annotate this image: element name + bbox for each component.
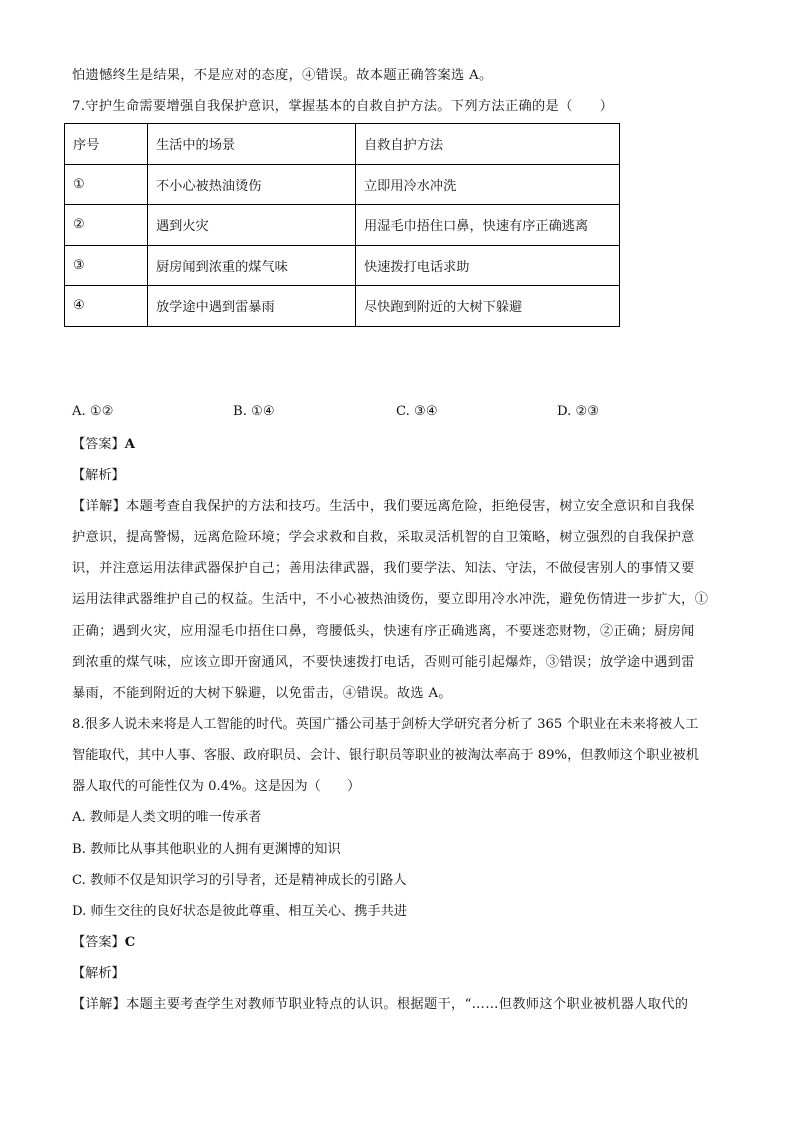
table-cell: 快速拨打电话求助 (356, 245, 620, 286)
table-row (65, 164, 620, 205)
header-cell: 序号 (65, 124, 148, 165)
q7-option-b: B. ①④ (233, 404, 275, 419)
q8-option-c: C. 教师不仅是知识学习的引导者，还是精神成长的引路人 (72, 873, 407, 888)
table-cell: ① (65, 164, 148, 205)
table-cell: 遇到火灾 (148, 205, 356, 246)
table-cell: ③ (65, 245, 148, 286)
answer-label: 【答案】 (72, 437, 125, 452)
q7-detail-line: 护意识，提高警惕，远离危险环境；学会求救和自救，采取灵活机智的自卫策略，树立强烈的自我保护意 (72, 530, 695, 545)
q7-option-c: C. ③④ (396, 404, 438, 419)
q7-analysis-label: 【解析】 (72, 468, 125, 483)
table-cell: ④ (65, 286, 148, 327)
previous-answer-text: 怕遗憾终生是结果，不是应对的态度，④错误。故本题正确答案选 A。 (72, 68, 493, 83)
header-cell: 生活中的场景 (148, 124, 356, 165)
table-header-row (65, 124, 620, 165)
answer-value: A (124, 437, 135, 452)
header-cell: 自救自护方法 (356, 124, 620, 165)
q7-detail-line: 暴雨，不能到附近的大树下躲避，以免雷击，④错误。故选 A。 (72, 686, 452, 701)
q8-option-d: D. 师生交往的良好状态是彼此尊重、相互关心、携手共进 (72, 904, 407, 919)
table-cell: 用湿毛巾捂住口鼻，快速有序正确逃离 (356, 205, 620, 246)
q7-option-d: D. ②③ (557, 404, 600, 419)
table-row (65, 286, 620, 327)
table-cell: 放学途中遇到雷暴雨 (148, 286, 356, 327)
q8-stem-line: 器人取代的可能性仅为 0.4%。这是因为（ ） (72, 779, 361, 794)
table-cell: ② (65, 205, 148, 246)
q7-option-a: A. ①② (72, 404, 114, 419)
table-row (65, 245, 620, 286)
answer-value: C (124, 935, 136, 950)
q7-detail-line: 识，并注意运用法律武器保护自己；善用法律武器，我们要学法、知法、守法，不做侵害别人的事情又要 (72, 561, 695, 576)
q8-option-a: A. 教师是人类文明的唯一传承者 (72, 810, 262, 825)
q8-answer (72, 933, 135, 953)
q7-stem: 7.守护生命需要增强自我保护意识，掌握基本的自救自护方法。下列方法正确的是（ ） (72, 99, 614, 114)
q7-answer (72, 435, 135, 455)
q8-detail-line: 【详解】本题主要考查学生对教师节职业特点的认识。根据题干，“……但教师这个职业被机器人取代的 (72, 997, 689, 1012)
q8-stem-line: 智能取代，其中人事、客服、政府职员、会计、银行职员等职业的被淘汰率高于 89%，但教师这个职业被机 (72, 748, 699, 763)
q7-detail-line: 【详解】本题考查自我保护的方法和技巧。生活中，我们要远离危险，拒绝侵害，树立安全意识和自我保 (72, 499, 695, 514)
table-row (65, 205, 620, 246)
q7-detail-line: 运用法律武器维护自己的权益。生活中，不小心被热油烫伤，要立即用冷水冲洗，避免伤情进一步扩大，① (72, 592, 709, 607)
answer-label: 【答案】 (72, 935, 125, 950)
table-cell: 厨房闻到浓重的煤气味 (148, 245, 356, 286)
q7-detail-line: 到浓重的煤气味，应该立即开窗通风，不要快速拨打电话，否则可能引起爆炸，③错误；放学途中遇到雷 (72, 655, 695, 670)
q8-stem-line: 8.很多人说未来将是人工智能的时代。英国广播公司基于剑桥大学研究者分析了 365 个职业在未来将被人工 (72, 717, 699, 732)
q8-option-b: B. 教师比从事其他职业的人拥有更渊博的知识 (72, 842, 341, 857)
table-cell: 不小心被热油烫伤 (148, 164, 356, 205)
table-cell: 立即用冷水冲洗 (356, 164, 620, 205)
table-cell: 尽快跑到附近的大树下躲避 (356, 286, 620, 327)
q8-analysis-label: 【解析】 (72, 966, 125, 981)
q7-table (64, 123, 620, 327)
q7-detail-line: 正确；遇到火灾，应用湿毛巾捂住口鼻，弯腰低头，快速有序正确逃离，不要迷恋财物，②正确；厨房闻 (72, 624, 695, 639)
